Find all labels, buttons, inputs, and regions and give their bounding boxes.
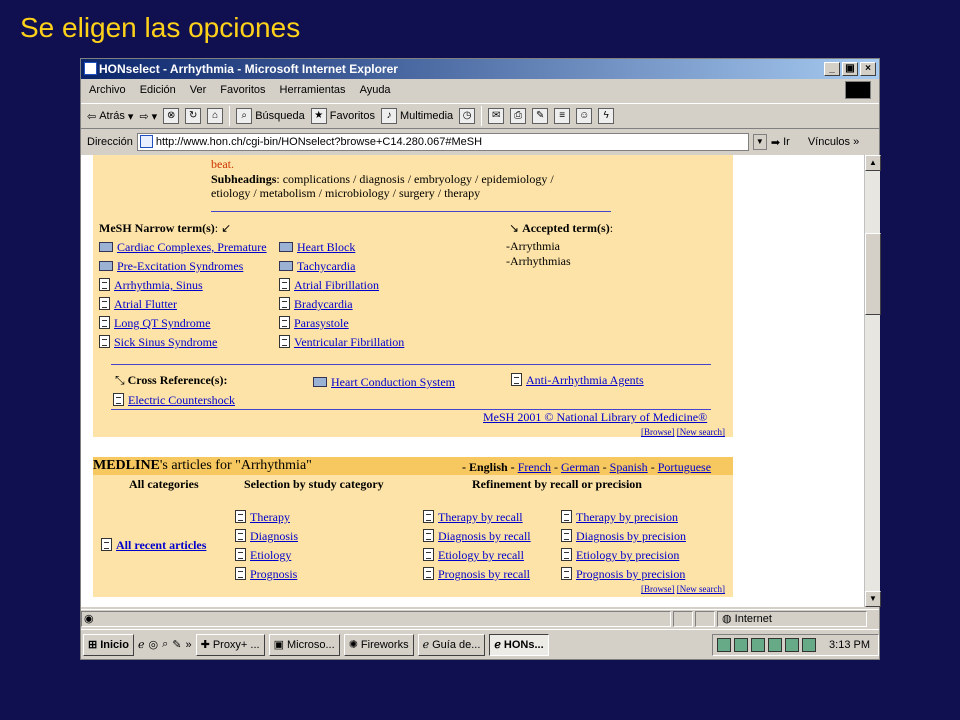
refresh-icon[interactable]: ↻ [185, 108, 201, 124]
browse-link[interactable]: [Browse] [641, 427, 675, 437]
scroll-thumb[interactable] [865, 233, 881, 315]
beat-text: beat. [211, 157, 234, 171]
tray-icon[interactable] [768, 638, 782, 652]
go-arrow-icon: ➡ [770, 136, 781, 149]
precision-link[interactable]: Etiology by precision [561, 548, 679, 563]
browse-link[interactable]: [Browse] [641, 584, 675, 594]
address-input[interactable] [137, 133, 749, 151]
powerpoint-icon: ▣ [273, 639, 284, 651]
window-title-bar [81, 59, 879, 79]
narrow-term[interactable]: Parasystole [279, 316, 349, 331]
narrow-term[interactable]: Ventricular Fibrillation [279, 335, 404, 350]
start-button[interactable]: ⊞ Inicio [83, 634, 134, 656]
page-content [81, 155, 864, 607]
quick-launch-search-icon[interactable]: ⌕ [162, 638, 169, 650]
tray-icon[interactable] [751, 638, 765, 652]
maximize-button[interactable]: ▣ [842, 62, 858, 76]
status-cell [695, 611, 715, 627]
status-main [81, 611, 671, 627]
search-button[interactable]: ⌕ Búsqueda [236, 108, 305, 124]
taskbar [81, 629, 879, 659]
medline-title: MEDLINE's articles for "Arrhythmia" [93, 458, 312, 473]
document-icon [561, 510, 572, 523]
accepted-term: -Arrhythmias [506, 254, 571, 268]
document-icon [235, 529, 246, 542]
lang-spanish-link[interactable]: Spanish [609, 460, 648, 474]
subheadings-line1: Subheadings: complications / diagnosis / embryology / epidemiology / [211, 172, 554, 186]
links-button[interactable]: Vínculos » [807, 136, 860, 148]
lang-german-link[interactable]: German [561, 460, 600, 474]
document-icon [235, 510, 246, 523]
menu-herramientas[interactable]: Herramientas [279, 84, 346, 96]
task-microsoft[interactable]: ▣ Microso... [269, 634, 340, 656]
document-icon [279, 316, 290, 329]
folder-icon [99, 261, 113, 271]
document-icon [423, 529, 434, 542]
precision-link[interactable]: Diagnosis by precision [561, 529, 686, 544]
document-icon [101, 538, 112, 551]
lock-icon [673, 611, 693, 627]
edit-icon[interactable]: ✎ [532, 108, 548, 124]
divider [111, 364, 711, 365]
toolbar [81, 103, 879, 129]
narrow-arrow-icon: ↙ [221, 221, 232, 235]
narrow-term[interactable]: Atrial Fibrillation [279, 278, 379, 293]
document-icon [235, 548, 246, 561]
divider [211, 211, 611, 212]
menu-edicion[interactable]: Edición [139, 84, 176, 96]
menu-ayuda[interactable]: Ayuda [359, 84, 391, 96]
narrow-term[interactable]: Sick Sinus Syndrome [99, 335, 217, 350]
address-url: http://www.hon.ch/cgi-bin/HONselect?browse+C14.280.067#MeSH [155, 136, 483, 148]
windows-logo-icon [845, 81, 871, 99]
document-icon [561, 529, 572, 542]
multimedia-button[interactable]: ♪ Multimedia [381, 108, 453, 124]
slide-title: Se eligen las opciones [20, 12, 301, 43]
favorites-icon: ★ [311, 108, 327, 124]
menu-favoritos[interactable]: Favoritos [220, 84, 266, 96]
document-icon [561, 548, 572, 561]
task-guia[interactable]: ℯ Guía de... [418, 634, 486, 656]
address-bar [81, 130, 879, 154]
col-refinement: Refinement by recall or precision [472, 477, 642, 491]
vertical-scrollbar[interactable] [864, 155, 880, 607]
forward-button[interactable]: ⇨ ▾ [139, 110, 158, 123]
forward-arrow-icon: ⇨ [139, 110, 149, 123]
study-category-link[interactable]: Therapy [235, 510, 290, 525]
subheadings-line2: etiology / metabolism / microbiology / surgery / therapy [211, 186, 481, 200]
document-icon [423, 548, 434, 561]
tray-icon[interactable] [785, 638, 799, 652]
minimize-button[interactable]: _ [824, 62, 840, 76]
tray-icon[interactable] [717, 638, 731, 652]
accepted-terms-label: ↘ Accepted term(s): [509, 221, 614, 235]
favorites-button[interactable]: ★ Favoritos [311, 108, 375, 124]
discuss-icon[interactable]: ≡ [554, 108, 570, 124]
precision-link[interactable]: Prognosis by precision [561, 567, 685, 582]
precision-link[interactable]: Therapy by precision [561, 510, 678, 525]
home-icon[interactable]: ⌂ [207, 108, 223, 124]
accepted-term: -Arrythmia [506, 239, 560, 253]
task-honselect[interactable]: ℯ HONs... [489, 634, 548, 656]
cross-reference-link[interactable]: Electric Countershock [113, 393, 235, 408]
document-icon [99, 278, 110, 291]
narrow-term[interactable]: Tachycardia [279, 259, 355, 274]
cross-arrows-icon: ⤡ [115, 373, 125, 387]
narrow-term[interactable]: Arrhythmia, Sinus [99, 278, 203, 293]
page-icon [140, 135, 153, 148]
lang-french-link[interactable]: French [517, 460, 552, 474]
mail-icon[interactable]: ✉ [488, 108, 504, 124]
lightning-icon[interactable]: ϟ [598, 108, 614, 124]
accepted-arrow-icon: ↘ [509, 221, 520, 235]
mesh-nav [641, 427, 725, 437]
cross-reference-label: ⤡ Cross Reference(s): [115, 373, 228, 387]
browser-window [80, 58, 880, 660]
toolbar-separator [481, 106, 482, 126]
address-dropdown-button[interactable]: ▼ [753, 134, 767, 150]
document-icon [511, 373, 522, 386]
zone-indicator: ◍ Internet [717, 611, 867, 627]
col-all-categories: All categories [129, 477, 199, 491]
window-title: HONselect - Arrhythmia - Microsoft Internet Explorer [99, 62, 398, 76]
scroll-down-button[interactable]: ▼ [865, 591, 881, 607]
narrow-term[interactable]: Pre-Excitation Syndromes [99, 259, 243, 274]
document-icon [279, 297, 290, 310]
recall-link[interactable]: Prognosis by recall [423, 567, 530, 582]
recall-link[interactable]: Diagnosis by recall [423, 529, 531, 544]
clock: 3:13 PM [829, 638, 870, 651]
document-icon [279, 335, 290, 348]
new-search-link[interactable]: [New search] [676, 584, 725, 594]
document-icon [561, 567, 572, 580]
go-button[interactable]: ➡ Ir [770, 136, 790, 149]
scroll-up-button[interactable]: ▲ [865, 155, 881, 171]
cross-reference-link[interactable]: Anti-Arrhythmia Agents [511, 373, 644, 388]
globe-icon: ◍ [722, 612, 732, 625]
search-icon: ⌕ [236, 108, 252, 124]
task-proxy[interactable]: ✚ Proxy+ ... [196, 634, 265, 656]
volume-icon[interactable] [802, 638, 816, 652]
language-bar: - English - French - German - Spanish - Portuguese [462, 460, 712, 474]
proxy-icon: ✚ [200, 639, 210, 651]
back-button[interactable]: ⇦ Atrás ▾ [87, 110, 134, 123]
recall-link[interactable]: Etiology by recall [423, 548, 524, 563]
document-icon [423, 567, 434, 580]
quick-launch-more-icon[interactable]: » [185, 638, 192, 651]
ie-doc-icon: ℯ [494, 639, 501, 651]
narrow-term[interactable]: Heart Block [279, 240, 355, 255]
menu-ver[interactable]: Ver [189, 84, 207, 96]
windows-flag-icon: ⊞ [88, 639, 98, 651]
study-category-link[interactable]: Etiology [235, 548, 291, 563]
col-study-category: Selection by study category [244, 477, 384, 491]
multimedia-icon: ♪ [381, 108, 397, 124]
cross-reference-link[interactable]: Heart Conduction System [313, 375, 455, 390]
document-icon [235, 567, 246, 580]
stop-icon[interactable]: ⊗ [163, 108, 179, 124]
document-icon [99, 335, 110, 348]
narrow-term[interactable]: Long QT Syndrome [99, 316, 210, 331]
history-icon[interactable]: ◷ [459, 108, 475, 124]
page-done-icon: ◉ [84, 612, 94, 625]
ie-doc-icon: ℯ [422, 639, 430, 651]
new-search-link[interactable]: [New search] [676, 427, 725, 437]
task-fireworks[interactable]: ✺ Fireworks [344, 634, 414, 656]
document-icon [99, 297, 110, 310]
fireworks-icon: ✺ [348, 639, 358, 651]
quick-launch-outlook-icon[interactable]: ◎ [148, 639, 159, 651]
quick-launch-ie-icon[interactable]: ℯ [137, 639, 145, 651]
back-arrow-icon: ⇦ [87, 110, 97, 123]
narrow-term[interactable]: Cardiac Complexes, Premature [99, 240, 267, 255]
status-bar [81, 609, 879, 627]
menu-archivo[interactable]: Archivo [89, 84, 126, 96]
document-icon [113, 393, 124, 406]
recall-link[interactable]: Therapy by recall [423, 510, 523, 525]
address-label: Dirección [87, 136, 133, 148]
ie-icon [84, 62, 97, 75]
narrow-term[interactable]: Atrial Flutter [99, 297, 177, 312]
document-icon [423, 510, 434, 523]
tray-icon[interactable] [734, 638, 748, 652]
menu-bar [81, 80, 879, 100]
messenger-icon[interactable]: ☺ [576, 108, 592, 124]
narrow-term[interactable]: Bradycardia [279, 297, 353, 312]
folder-icon [279, 242, 293, 252]
study-category-link[interactable]: Diagnosis [235, 529, 298, 544]
all-recent-articles-link[interactable]: All recent articles [101, 538, 206, 553]
close-button[interactable]: × [860, 62, 876, 76]
folder-icon [99, 242, 113, 252]
study-category-link[interactable]: Prognosis [235, 567, 297, 582]
folder-icon [279, 261, 293, 271]
lang-portuguese-link[interactable]: Portuguese [657, 460, 712, 474]
quick-launch-edit-icon[interactable]: ✎ [172, 639, 182, 651]
narrow-terms-label: MeSH Narrow term(s): ↙ [99, 221, 232, 235]
toolbar-separator [229, 106, 230, 126]
document-icon [279, 278, 290, 291]
folder-icon [313, 377, 327, 387]
document-icon [99, 316, 110, 329]
medline-nav [641, 584, 725, 594]
system-tray [712, 634, 879, 656]
mesh-copyright-link[interactable]: MeSH 2001 © National Library of Medicine® [483, 410, 708, 424]
print-icon[interactable]: ⎙ [510, 108, 526, 124]
